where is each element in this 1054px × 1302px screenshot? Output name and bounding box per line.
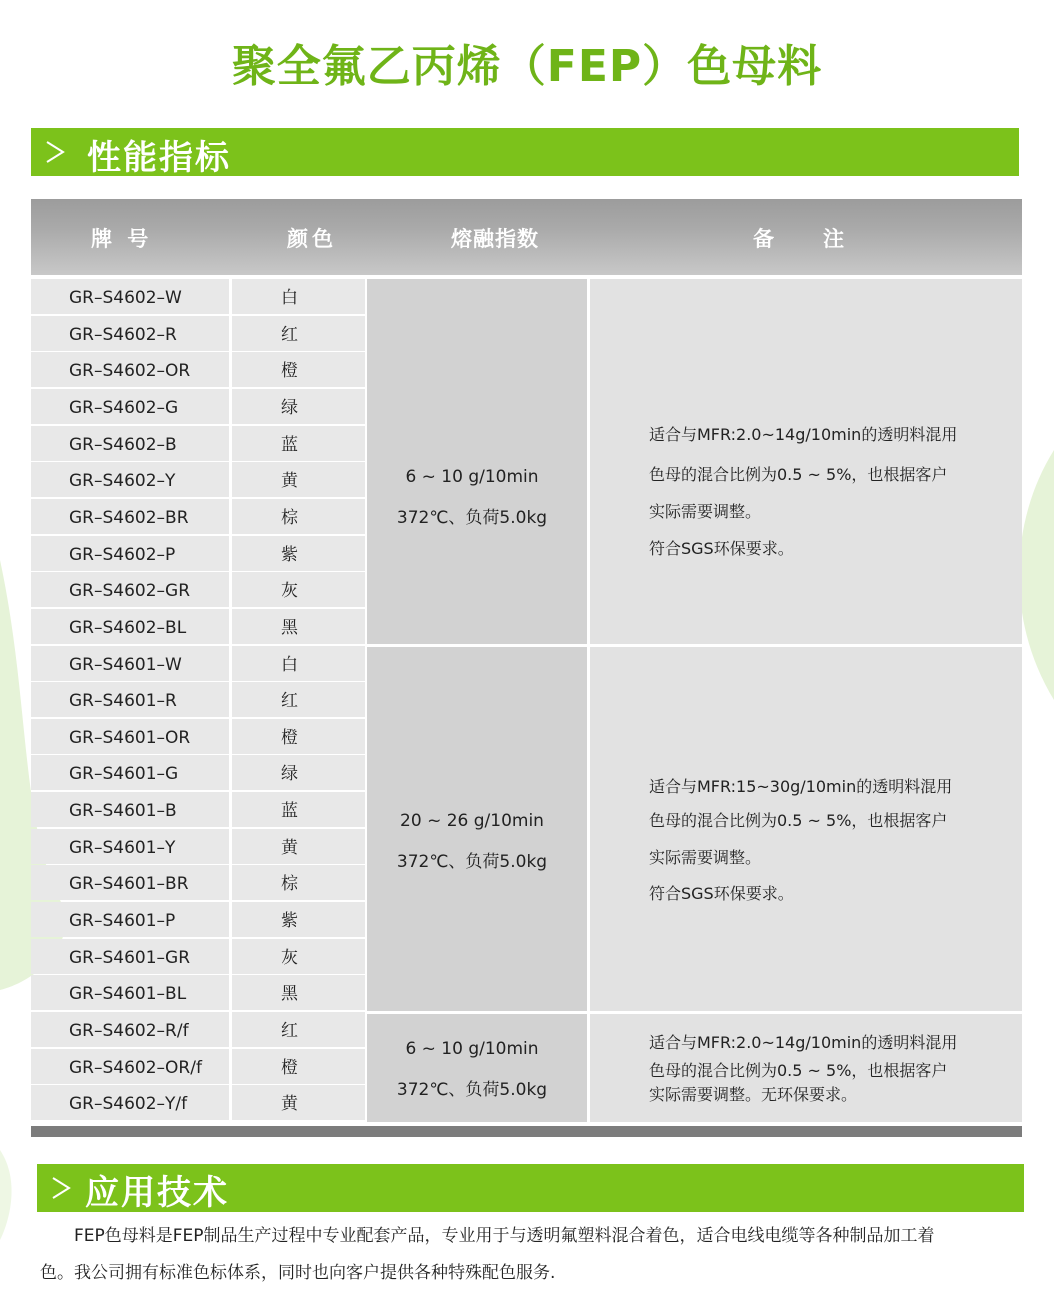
table-cell-color: 橙 — [232, 1049, 365, 1084]
mfi-cell — [367, 647, 587, 1011]
table-cell-code: GR–S4602–R/f — [31, 1012, 229, 1047]
header-mfi: 熔融指数 — [451, 227, 539, 251]
header-code: 牌 号 — [91, 227, 153, 251]
table-cell-color: 黄 — [232, 462, 365, 497]
mfi-condition: 372℃、负荷5.0kg — [396, 852, 548, 872]
table-cell-color: 灰 — [232, 572, 365, 607]
table-cell-color: 黄 — [232, 1085, 365, 1120]
table-cell-code: GR–S4602–P — [31, 536, 229, 571]
header-color: 颜色 — [287, 227, 337, 251]
spec-table — [31, 279, 1022, 1122]
table-cell-code: GR–S4601–GR — [31, 939, 229, 974]
table-cell-color: 绿 — [232, 389, 365, 424]
table-cell-code: GR–S4602–B — [31, 426, 229, 461]
note-line: 符合SGS环保要求。 — [649, 884, 794, 903]
note-line: 适合与MFR:2.0~14g/10min的透明料混用 — [649, 425, 958, 444]
table-cell-color: 白 — [232, 279, 365, 314]
note-line: 符合SGS环保要求。 — [649, 539, 794, 558]
table-cell-color: 黑 — [232, 609, 365, 644]
mfi-cell — [367, 1014, 587, 1122]
section-header-application — [37, 1164, 1024, 1212]
note-cell — [590, 647, 1022, 1011]
table-cell-color: 红 — [232, 316, 365, 351]
note-line: 色母的混合比例为0.5 ~ 5%，也根据客户 — [649, 1061, 948, 1080]
note-line: 适合与MFR:15~30g/10min的透明料混用 — [649, 777, 953, 796]
table-cell-code: GR–S4602–OR/f — [31, 1049, 229, 1084]
table-cell-code: GR–S4601–P — [31, 902, 229, 937]
mfi-condition: 372℃、负荷5.0kg — [396, 508, 548, 528]
table-cell-code: GR–S4602–OR — [31, 352, 229, 387]
table-cell-color: 白 — [232, 646, 365, 681]
table-cell-code: GR–S4601–G — [31, 755, 229, 790]
color-column — [232, 279, 365, 1122]
mfi-value: 6 ~ 10 g/10min — [405, 1039, 539, 1059]
table-cell-code: GR–S4602–BR — [31, 499, 229, 534]
table-cell-color: 黑 — [232, 975, 365, 1010]
section-title: 性能指标 — [87, 138, 231, 178]
table-cell-color: 绿 — [232, 755, 365, 790]
note-line: 色母的混合比例为0.5 ~ 5%，也根据客户 — [649, 465, 948, 484]
mfi-condition: 372℃、负荷5.0kg — [396, 1080, 548, 1100]
mfi-value: 20 ~ 26 g/10min — [400, 811, 544, 831]
table-cell-color: 红 — [232, 1012, 365, 1047]
table-cell-code: GR–S4602–Y — [31, 462, 229, 497]
table-cell-color: 棕 — [232, 499, 365, 534]
table-cell-code: GR–S4601–Y — [31, 829, 229, 864]
table-cell-code: GR–S4601–W — [31, 646, 229, 681]
table-footer-bar — [31, 1126, 1022, 1137]
table-cell-color: 紫 — [232, 536, 365, 571]
table-cell-color: 蓝 — [232, 792, 365, 827]
application-text-line2: 色。我公司拥有标准色标体系，同时也向客户提供各种特殊配色服务. — [40, 1263, 556, 1283]
table-cell-code: GR–S4601–BL — [31, 975, 229, 1010]
note-line: 实际需要调整。 — [649, 502, 762, 521]
note-cell — [590, 279, 1022, 644]
page-title: 聚全氟乙丙烯（FEP）色母料 — [231, 41, 823, 92]
table-cell-code: GR–S4602–GR — [31, 572, 229, 607]
note-line: 适合与MFR:2.0~14g/10min的透明料混用 — [649, 1033, 958, 1052]
table-cell-color: 红 — [232, 682, 365, 717]
table-cell-color: 橙 — [232, 352, 365, 387]
section-title: 应用技术 — [85, 1173, 229, 1213]
mfi-value: 6 ~ 10 g/10min — [405, 467, 539, 487]
note-cell — [590, 1014, 1022, 1122]
chevron-right-icon — [43, 140, 67, 164]
table-cell-code: GR–S4602–R — [31, 316, 229, 351]
table-cell-color: 棕 — [232, 865, 365, 900]
table-cell-color: 蓝 — [232, 426, 365, 461]
application-text-line1: FEP色母料是FEP制品生产过程中专业配套产品，专业用于与透明氟塑料混合着色，适合电线电缆等各种制品加工着 — [74, 1226, 935, 1246]
chevron-right-icon — [49, 1176, 73, 1200]
mfi-cell — [367, 279, 587, 644]
table-cell-code: GR–S4601–OR — [31, 719, 229, 754]
table-cell-code: GR–S4602–BL — [31, 609, 229, 644]
note-line: 色母的混合比例为0.5 ~ 5%，也根据客户 — [649, 811, 948, 830]
table-cell-code: GR–S4602–G — [31, 389, 229, 424]
section-header-performance — [31, 128, 1019, 176]
table-cell-color: 紫 — [232, 902, 365, 937]
table-cell-code: GR–S4601–BR — [31, 865, 229, 900]
table-cell-color: 橙 — [232, 719, 365, 754]
table-header — [31, 199, 1022, 275]
table-cell-code: GR–S4602–W — [31, 279, 229, 314]
table-cell-color: 灰 — [232, 939, 365, 974]
code-column — [31, 279, 229, 1122]
note-line: 实际需要调整。 — [649, 848, 762, 867]
header-note: 备 注 — [753, 227, 858, 251]
table-cell-code: GR–S4602–Y/f — [31, 1085, 229, 1120]
table-cell-code: GR–S4601–R — [31, 682, 229, 717]
table-cell-code: GR–S4601–B — [31, 792, 229, 827]
table-cell-color: 黄 — [232, 829, 365, 864]
note-line: 实际需要调整。无环保要求。 — [649, 1085, 858, 1104]
